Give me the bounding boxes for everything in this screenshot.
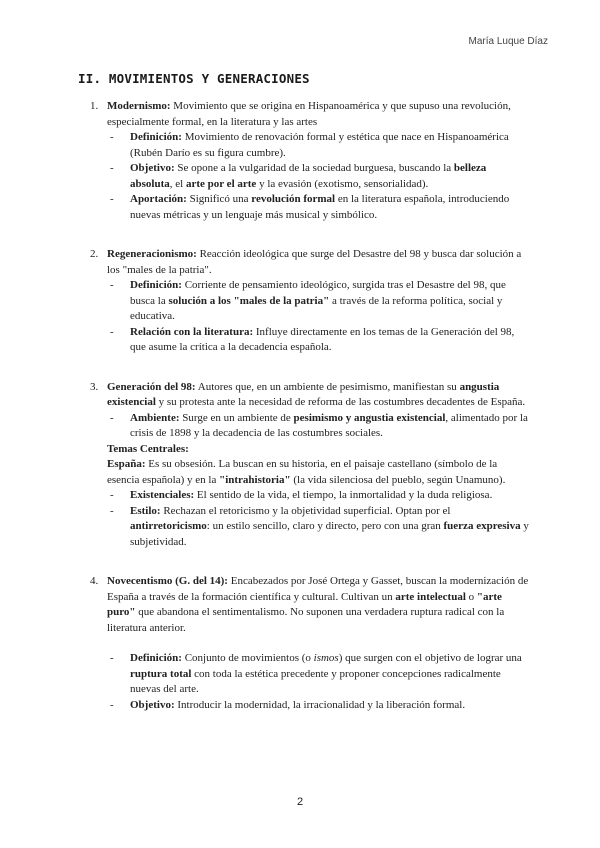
list-item-novecentismo [90, 574, 530, 636]
author-name: María Luque Díaz [468, 36, 548, 47]
term-text: o [465, 590, 477, 603]
sub-item [90, 161, 530, 192]
sub-label: Objetivo: [130, 698, 175, 711]
bold-text: arte intelectual [395, 590, 466, 603]
sub-item [90, 411, 530, 442]
sub-text: Significó una [186, 193, 252, 205]
bold-text: "arte puro" [107, 590, 502, 618]
para-label: España: [107, 458, 146, 470]
bold-text: angustia existencial [107, 380, 500, 408]
section-title: II. MOVIMIENTOS Y GENERACIONES [78, 71, 310, 86]
term-text: que abandona el sentimentalismo. No suponen una verdadera ruptura radical con la literatura anterior. [107, 606, 505, 634]
paragraph-espana [90, 457, 530, 488]
term-text: Reacción ideológica que surge del Desastre del 98 y busca dar solución a los "males de la patria". [107, 248, 522, 276]
dash-bullet: - [110, 193, 114, 205]
term-label: Modernismo: [107, 100, 171, 112]
sub-text: , alimentado por la crisis de 1898 y la decadencia de las costumbres sociales. [130, 411, 528, 439]
dash-bullet: - [110, 489, 114, 501]
dash-bullet: - [110, 162, 114, 174]
sub-text: Influye directamente en los temas de la Generación del 98, que asume la crítica a la decadencia española. [130, 325, 515, 353]
list-number: 4. [90, 575, 99, 587]
bold-text: pesimismo y angustia existencial [293, 411, 446, 424]
sub-text: Rechazan el retoricismo y la objetividad superficial. Optan por el [160, 504, 451, 517]
list-number: 3. [90, 380, 99, 393]
document-body [90, 99, 530, 713]
sub-label: Objetivo: [130, 162, 175, 174]
italic-text: ismos [313, 652, 339, 664]
sub-text: Surge en un ambiente de [179, 411, 294, 424]
sub-text: a través de la reforma política, social y educativa. [130, 294, 503, 322]
list-number: 1. [90, 100, 99, 112]
sub-text: El sentido de la vida, el tiempo, la inmortalidad y la duda religiosa. [194, 489, 493, 501]
dash-bullet: - [110, 131, 114, 143]
sub-item [90, 130, 530, 161]
sub-text: Se opone a la vulgaridad de la sociedad burguesa, buscando la [174, 162, 454, 174]
sub-item [90, 325, 530, 356]
list-item-regeneracionismo [90, 247, 530, 278]
bold-text: arte por el arte [185, 177, 257, 190]
dash-bullet: - [110, 325, 114, 338]
dash-bullet: - [110, 652, 114, 664]
term-text: Encabezados por José Ortega y Gasset, buscan la modernización de España a través de la formación científica y cultural. Cultivan un [107, 575, 529, 603]
bold-text: revolución formal [251, 193, 336, 205]
sub-text: Movimiento de renovación formal y estética que nace en Hispanoamérica (Rubén Darío es su figura cumbre). [130, 131, 509, 159]
bold-text: solución a los "males de la patria" [168, 294, 330, 307]
term-text: y su protesta ante la necesidad de reforma de las costumbres decadentes de España. [155, 396, 526, 408]
sub-item [90, 192, 530, 223]
bold-text: ruptura total [130, 667, 192, 680]
sub-label: Definición: [130, 279, 182, 291]
list-number: 2. [90, 248, 99, 260]
list-item-modernismo [90, 99, 530, 130]
sub-label: Existenciales: [130, 489, 195, 501]
heading-text: Temas Centrales: [107, 442, 189, 455]
bold-text: antirretoricismo [130, 520, 207, 532]
para-text: Es su obsesión. La buscan en su historia, en el paisaje castellano (símbolo de la esencia española) y en la [107, 458, 498, 486]
term-text: Autores que, en un ambiente de pesimismo, manifiestan su [195, 380, 460, 393]
sub-label: Ambiente: [130, 411, 180, 424]
themes-heading [90, 442, 530, 458]
para-text: (la vida silenciosa del pueblo, según Unamuno). [290, 473, 506, 486]
bold-text: "intrahistoria" [219, 473, 291, 486]
sub-text: y la evasión (exotismo, sensorialidad). [256, 177, 429, 190]
sub-label: Definición: [130, 652, 182, 664]
sub-text: , el [169, 177, 186, 190]
bold-text: fuerza expresiva [443, 520, 521, 532]
term-label: Regeneracionismo: [107, 248, 197, 260]
sub-text: en la literatura española, introduciendo nuevas métricas y un lenguaje más musical y simbólico. [130, 193, 510, 221]
dash-bullet: - [110, 279, 114, 291]
sub-item [90, 278, 530, 325]
dash-bullet: - [110, 411, 114, 424]
sub-text: Conjunto de movimientos (o [181, 652, 314, 664]
term-text: Movimiento que se origina en Hispanoamérica y que supuso una revolución, especialmente formal, en la literatura y las artes [107, 100, 511, 128]
sub-text: y subjetividad. [130, 520, 529, 548]
sub-item [90, 698, 530, 714]
sub-item [90, 651, 530, 698]
term-label: Generación del 98: [107, 380, 196, 393]
sub-item [90, 504, 530, 551]
dash-bullet: - [110, 698, 114, 711]
list-item-generacion-98 [90, 380, 530, 411]
sub-label: Aportación: [130, 193, 187, 205]
sub-item [90, 488, 530, 504]
dash-bullet: - [110, 504, 114, 517]
sub-label: Relación con la literatura: [130, 325, 254, 338]
page-number: 2 [296, 796, 304, 808]
term-label: Novecentismo (G. del 14): [107, 575, 228, 587]
sub-label: Estilo: [130, 504, 161, 517]
sub-label: Definición: [130, 131, 182, 143]
sub-text: Introducir la modernidad, la irracionalidad y la liberación formal. [174, 698, 466, 711]
sub-text: ) que surgen con el objetivo de lograr una [338, 652, 522, 664]
sub-text: : un estilo sencillo, claro y directo, pero con una gran [206, 520, 444, 532]
bold-text: belleza absoluta [130, 162, 487, 190]
sub-text: Corriente de pensamiento ideológico, surgida tras el Desastre del 98, que busca la [130, 279, 506, 307]
sub-text: con toda la estética precedente y proponer concepciones radicalmente nuevas del arte. [130, 667, 501, 695]
